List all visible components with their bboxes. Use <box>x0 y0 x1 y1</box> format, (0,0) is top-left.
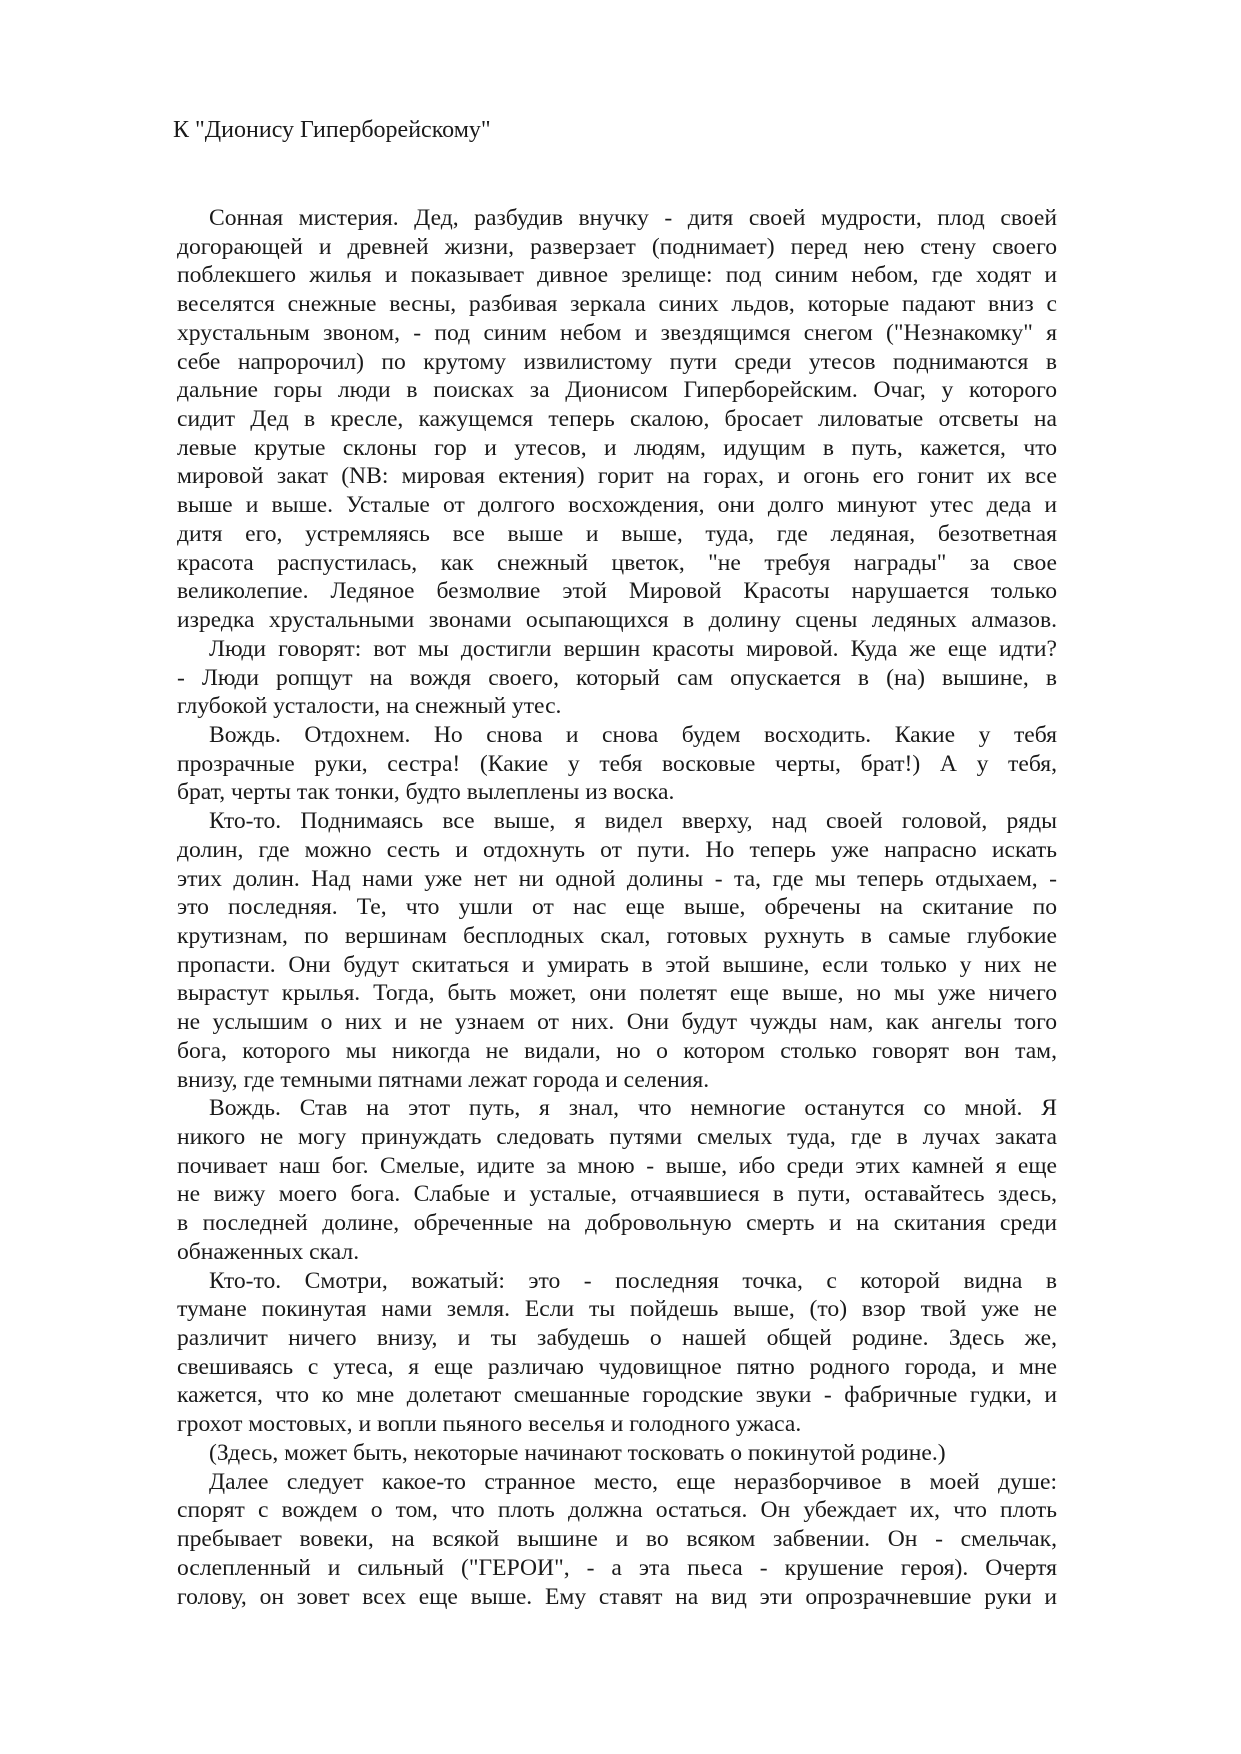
text-line: не вижу моего бога. Слабые и усталые, отчаявшиеся в пути, оставайтесь здесь, <box>177 1181 1057 1208</box>
text-line: ослепленный и сильный ("ГЕРОИ", - а эта пьеса - крушение героя). Очертя <box>177 1554 1057 1581</box>
text-line: брат, черты так тонки, будто вылеплены из воска. <box>177 779 675 806</box>
text-line: почивает наш бог. Смелые, идите за мною - выше, ибо среди этих камней я еще <box>177 1152 1057 1179</box>
text-line: голову, он зовет всех еще выше. Ему ставят на вид эти опрозрачневшие руки и <box>177 1583 1057 1610</box>
text-line: Вождь. Отдохнем. Но снова и снова будем восходить. Какие у тебя <box>209 721 1057 748</box>
text-line: кажется, что ко мне долетают смешанные городские звуки - фабричные гудки, и <box>177 1382 1057 1409</box>
text-line: великолепие. Ледяное безмолвие этой Мировой Красоты нарушается только <box>177 578 1057 605</box>
text-line: красота распустилась, как снежный цветок, "не требуя награды" за свое <box>177 549 1057 576</box>
text-line: Сонная мистерия. Дед, разбудив внучку - дитя своей мудрости, плод своей <box>209 205 1057 231</box>
text-line: Кто-то. Смотри, вожатый: это - последняя точка, с которой видна в <box>209 1267 1057 1294</box>
text-line: Люди говорят: вот мы достигли вершин красоты мировой. Куда же еще идти? <box>209 635 1057 662</box>
text-line: левые крутые склоны гор и утесов, и людям, идущим в путь, кажется, что <box>177 434 1057 461</box>
text-line: Вождь. Став на этот путь, я знал, что немногие останутся со мной. Я <box>209 1095 1057 1122</box>
text-line: сидит Дед в кресле, кажущемся теперь скалою, бросает лиловатые отсветы на <box>177 406 1057 433</box>
text-line: крутизнам, по вершинам бесплодных скал, готовых рухнуть в самые глубокие <box>177 922 1057 949</box>
text-line: дитя его, устремляясь все выше и выше, туда, где ледяная, безответная <box>177 520 1057 547</box>
text-line: Кто-то. Поднимаясь все выше, я видел вверху, над своей головой, ряды <box>209 808 1057 835</box>
text-line: бога, которого мы никогда не видали, но о котором столько говорят вон там, <box>177 1037 1057 1064</box>
text-line: долин, где можно сесть и отдохнуть от пути. Но теперь уже напрасно искать <box>177 836 1057 863</box>
text-line: внизу, где темными пятнами лежат города и селения. <box>177 1066 710 1093</box>
text-line: вырастут крылья. Тогда, быть может, они полетят еще выше, но мы уже ничего <box>177 980 1057 1007</box>
document-title: К "Дионису Гиперборейскому" <box>173 117 491 143</box>
text-line: себе напророчил) по крутому извилистому пути среди утесов поднимаются в <box>177 348 1057 375</box>
text-line: веселятся снежные весны, разбивая зеркала синих льдов, которые падают вниз с <box>177 291 1057 318</box>
text-line: тумане покинутая нами земля. Если ты пойдешь выше, (то) взор твой уже не <box>177 1296 1057 1323</box>
text-line: Далее следует какое-то странное место, еще неразборчивое в моей душе: <box>209 1468 1057 1495</box>
text-line: свешиваясь с утеса, я еще различаю чудовищное пятно родного города, и мне <box>177 1353 1057 1380</box>
text-line: изредка хрустальными звонами осыпающихся в долину сцены ледяных алмазов. <box>177 607 1057 634</box>
text-line: (Здесь, может быть, некоторые начинают тосковать о покинутой родине.) <box>209 1439 946 1466</box>
text-line: пропасти. Они будут скитаться и умирать в этой вышине, если только у них не <box>177 951 1057 978</box>
text-line: этих долин. Над нами уже нет ни одной долины - та, где мы теперь отдыхаем, - <box>177 865 1057 892</box>
text-line: никого не могу принуждать следовать путями смелых туда, где в лучах заката <box>177 1124 1057 1150</box>
text-line: поблекшего жилья и показывает дивное зрелище: под синим небом, где ходят и <box>177 262 1057 289</box>
text-line: хрустальным звоном, - под синим небом и звездящимся снегом ("Незнакомку" я <box>177 319 1057 346</box>
text-line: это последняя. Те, что ушли от нас еще выше, обречены на скитание по <box>177 894 1057 921</box>
text-line: - Люди ропщут на вождя своего, который сам опускается в (на) вышине, в <box>177 664 1057 691</box>
text-line: пребывает вовеки, на всякой вышине и во всяком забвении. Он - смельчак, <box>177 1526 1057 1553</box>
text-line: дальние горы люди в поисках за Дионисом Гиперборейским. Очаг, у которого <box>177 377 1057 404</box>
text-line: глубокой усталости, на снежный утес. <box>177 693 562 720</box>
text-line: грохот мостовых, и вопли пьяного веселья и голодного ужаса. <box>177 1411 802 1438</box>
text-line: прозрачные руки, сестра! (Какие у тебя восковые черты, брат!) А у тебя, <box>177 750 1057 777</box>
text-line: в последней долине, обреченные на добровольную смерть и на скитания среди <box>177 1210 1057 1237</box>
document-body <box>177 204 1057 1611</box>
text-line: различит ничего внизу, и ты забудешь о нашей общей родине. Здесь же, <box>177 1325 1057 1352</box>
text-line: догорающей и древней жизни, разверзает (поднимает) перед нею стену своего <box>177 233 1057 260</box>
text-line: обнаженных скал. <box>177 1238 360 1265</box>
text-line: выше и выше. Усталые от долгого восхождения, они долго минуют утес деда и <box>177 492 1057 519</box>
text-line: мировой закат (NB: мировая ектения) горит на горах, и огонь его гонит их все <box>177 463 1057 490</box>
text-line: спорят с вождем о том, что плоть должна остаться. Он убеждает их, что плоть <box>177 1497 1057 1524</box>
text-line: не услышим о них и не узнаем от них. Они будут чужды нам, как ангелы того <box>177 1009 1057 1036</box>
